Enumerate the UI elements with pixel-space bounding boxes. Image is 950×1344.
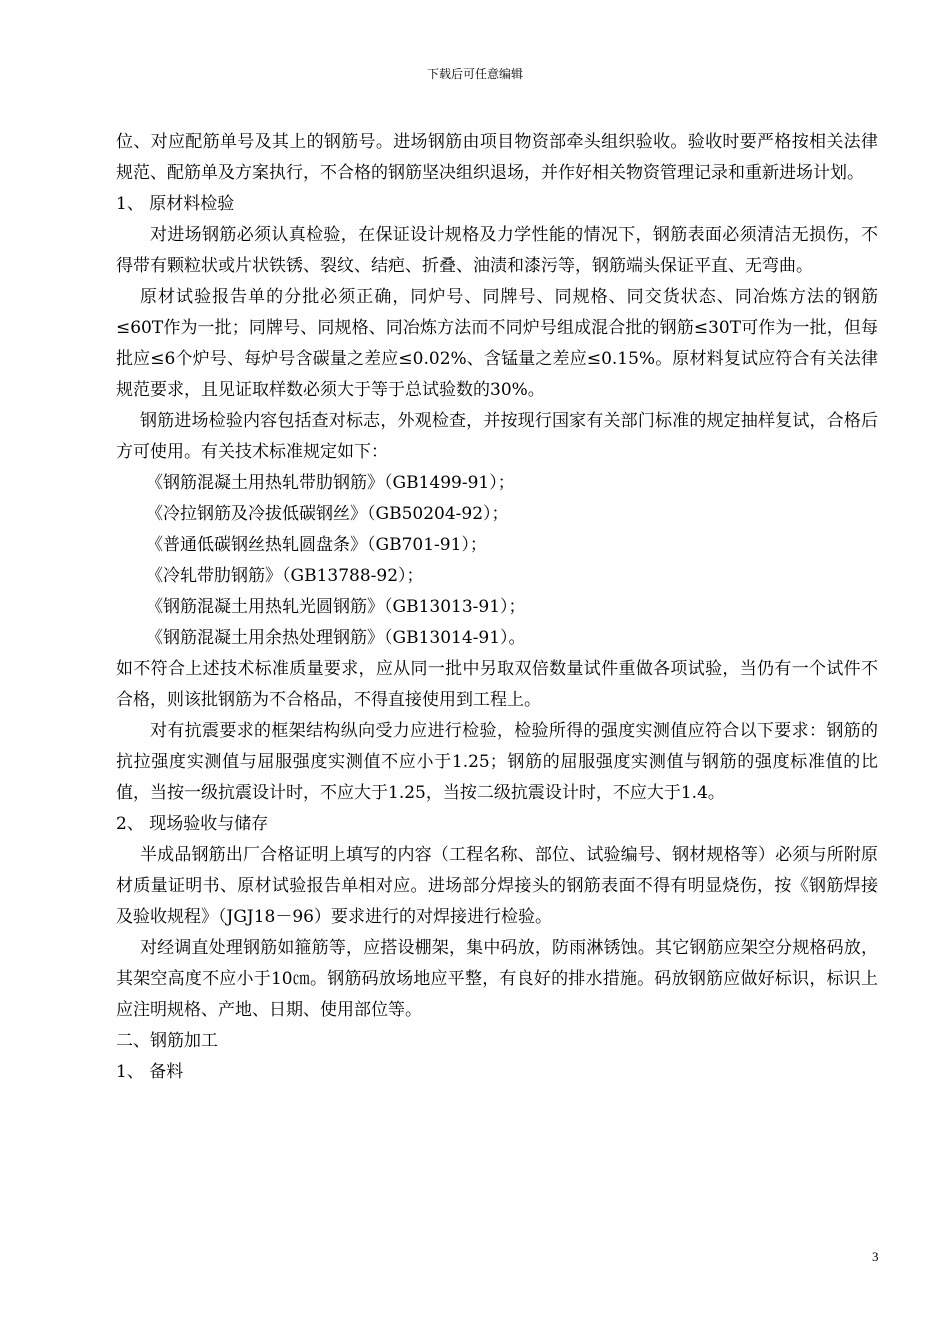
standard-item: 《冷拉钢筋及冷拔低碳钢丝》（GB50204-92）； bbox=[146, 504, 509, 524]
standard-item: 《钢筋混凝土用余热处理钢筋》（GB13014-91）。 bbox=[146, 628, 526, 648]
paragraph-intro: 位、对应配筋单号及其上的钢筋号。进场钢筋由项目物资部牵头组织验收。验收时要严格按相关法律规范、配筋单及方案执行，不合格的钢筋坚决组织退场，并作好相关物资管理记录和重新进场计划。 bbox=[116, 132, 878, 183]
paragraph-nonconforming: 如不符合上述技术标准质量要求，应从同一批中另取双倍数量试件重做各项试验，当仍有一个试件不合格，则该批钢筋为不合格品，不得直接使用到工程上。 bbox=[116, 659, 878, 710]
standard-item: 《普通低碳钢丝热轧圆盘条》（GB701-91）； bbox=[146, 535, 487, 555]
section-heading-acceptance-storage: 2、 现场验收与储存 bbox=[116, 814, 269, 834]
paragraph-seismic: 对有抗震要求的框架结构纵向受力应进行检验，检验所得的强度实测值应符合以下要求：钢筋的抗拉强度实测值与屈服强度实测值不应小于1.25；钢筋的屈服强度实测值与钢筋的强度标准值的比值，当按一级抗震设计时，不应大于1.25，当按二级抗震设计时，不应大于1.4。 bbox=[116, 721, 878, 803]
paragraph-inspection: 对进场钢筋必须认真检验，在保证设计规格及力学性能的情况下，钢筋表面必须清洁无损伤，不得带有颗粒状或片状铁锈、裂纹、结疤、折叠、油渍和漆污等，钢筋端头保证平直、无弯曲。 bbox=[116, 225, 878, 276]
standard-item: 《钢筋混凝土用热轧光圆钢筋》（GB13013-91）； bbox=[146, 597, 526, 617]
section-heading-processing: 二、钢筋加工 bbox=[116, 1031, 218, 1051]
paragraph-entry-check: 钢筋进场检验内容包括查对标志，外观检查，并按现行国家有关部门标准的规定抽样复试，合格后方可使用。有关技术标准规定如下： bbox=[116, 411, 878, 462]
document-body bbox=[116, 127, 878, 1088]
subsection-heading-preparation: 1、 备料 bbox=[116, 1062, 184, 1082]
paragraph-certificate: 半成品钢筋出厂合格证明上填写的内容（工程名称、部位、试验编号、钢材规格等）必须与所附原材质量证明书、原材试验报告单相对应。进场部分焊接头的钢筋表面不得有明显烧伤，按《钢筋焊接及验收规程》（JGJ18－96）要求进行的对焊接进行检验。 bbox=[116, 845, 878, 927]
paragraph-storage: 对经调直处理钢筋如箍筋等，应搭设棚架，集中码放，防雨淋锈蚀。其它钢筋应架空分规格码放，其架空高度不应小于10㎝。钢筋码放场地应平整，有良好的排水措施。码放钢筋应做好标识，标识上应注明规格、产地、日期、使用部位等。 bbox=[116, 938, 878, 1020]
standard-item: 《冷轧带肋钢筋》（GB13788-92）； bbox=[146, 566, 424, 586]
section-heading-raw-material: 1、 原材料检验 bbox=[116, 194, 235, 214]
page-number: 3 bbox=[872, 1249, 879, 1264]
page-header: 下载后可任意编辑 bbox=[426, 67, 523, 81]
paragraph-batching: 原材试验报告单的分批必须正确，同炉号、同牌号、同规格、同交货状态、同冶炼方法的钢筋≤60T作为一批；同牌号、同规格、同冶炼方法而不同炉号组成混合批的钢筋≤30T可作为一批，但每批应≤6个炉号、每炉号含碳量之差应≤0.02%、含锰量之差应≤0.15%。原材料复试应符合有关法律规范要求，且见证取样数必须大于等于总试验数的30%。 bbox=[116, 287, 878, 400]
standard-item: 《钢筋混凝土用热轧带肋钢筋》（GB1499-91）； bbox=[146, 473, 515, 493]
